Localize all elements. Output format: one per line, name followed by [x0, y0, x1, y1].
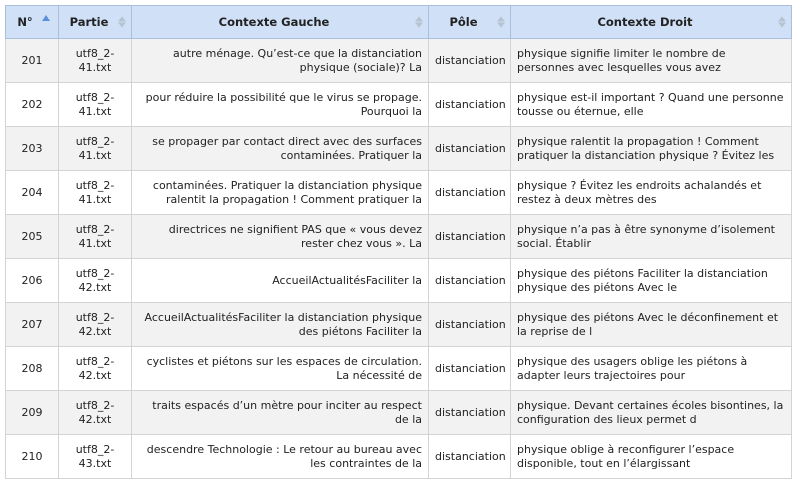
cell-pole: distanciation: [429, 171, 511, 215]
cell-contexte-droit: physique ? Évitez les endroits achalandés et restez à deux mètres des: [511, 171, 792, 215]
table-row[interactable]: [6, 39, 792, 83]
cell-contexte-droit: physique. Devant certaines écoles bisontines, la configuration des lieux permet d: [511, 391, 792, 435]
sort-both-icon: [497, 17, 505, 28]
column-header-contexte-droit-label: Contexte Droit: [597, 15, 693, 29]
concordance-table: [5, 5, 792, 479]
cell-num: 206: [6, 259, 59, 303]
cell-partie: utf8_2-42.txt: [59, 391, 132, 435]
cell-contexte-gauche: autre ménage. Qu’est-ce que la distanciation physique (sociale)? La: [132, 39, 429, 83]
cell-contexte-droit: physique ralentit la propagation ! Comment pratiquer la distanciation physique ? Évitez les: [511, 127, 792, 171]
cell-partie: utf8_2-41.txt: [59, 127, 132, 171]
cell-partie: utf8_2-43.txt: [59, 435, 132, 479]
column-header-partie[interactable]: [59, 6, 132, 39]
cell-contexte-droit: physique est-il important ? Quand une personne tousse ou éternue, elle: [511, 83, 792, 127]
cell-contexte-gauche: se propager par contact direct avec des surfaces contaminées. Pratiquer la: [132, 127, 429, 171]
cell-partie: utf8_2-42.txt: [59, 303, 132, 347]
cell-num: 207: [6, 303, 59, 347]
cell-pole: distanciation: [429, 391, 511, 435]
cell-num: 208: [6, 347, 59, 391]
table-row[interactable]: [6, 83, 792, 127]
cell-partie: utf8_2-41.txt: [59, 39, 132, 83]
table-row[interactable]: [6, 259, 792, 303]
sort-both-icon: [415, 17, 423, 28]
cell-num: 210: [6, 435, 59, 479]
cell-contexte-droit: physique oblige à reconfigurer l’espace disponible, tout en l’élargissant: [511, 435, 792, 479]
table-row[interactable]: [6, 391, 792, 435]
sort-both-icon: [118, 17, 126, 28]
cell-pole: distanciation: [429, 127, 511, 171]
table-row[interactable]: [6, 303, 792, 347]
cell-contexte-droit: physique des piétons Avec le déconfinement et la reprise de l: [511, 303, 792, 347]
cell-contexte-gauche: pour réduire la possibilité que le virus se propage. Pourquoi la: [132, 83, 429, 127]
cell-pole: distanciation: [429, 435, 511, 479]
column-header-contexte-gauche[interactable]: [132, 6, 429, 39]
cell-pole: distanciation: [429, 83, 511, 127]
cell-partie: utf8_2-41.txt: [59, 83, 132, 127]
cell-contexte-droit: physique des usagers oblige les piétons à adapter leurs trajectoires pour: [511, 347, 792, 391]
cell-num: 209: [6, 391, 59, 435]
cell-partie: utf8_2-41.txt: [59, 171, 132, 215]
cell-pole: distanciation: [429, 39, 511, 83]
cell-partie: utf8_2-41.txt: [59, 215, 132, 259]
column-header-partie-label: Partie: [69, 15, 109, 29]
column-header-contexte-droit[interactable]: [511, 6, 792, 39]
cell-num: 204: [6, 171, 59, 215]
table-row[interactable]: [6, 347, 792, 391]
cell-num: 202: [6, 83, 59, 127]
sort-ascending-icon: [42, 15, 50, 21]
cell-contexte-droit: physique des piétons Faciliter la distanciation physique des piétons Avec le: [511, 259, 792, 303]
cell-contexte-gauche: traits espacés d’un mètre pour inciter au respect de la: [132, 391, 429, 435]
cell-contexte-droit: physique n’a pas à être synonyme d’isolement social. Établir: [511, 215, 792, 259]
cell-pole: distanciation: [429, 347, 511, 391]
column-header-num[interactable]: [6, 6, 59, 39]
table-body: [6, 39, 792, 479]
cell-contexte-gauche: AccueilActualitésFaciliter la: [132, 259, 429, 303]
column-header-num-label: N°: [17, 15, 33, 29]
cell-contexte-droit: physique signifie limiter le nombre de personnes avec lesquelles vous avez: [511, 39, 792, 83]
table-row[interactable]: [6, 435, 792, 479]
cell-num: 201: [6, 39, 59, 83]
column-header-pole[interactable]: [429, 6, 511, 39]
table-row[interactable]: [6, 171, 792, 215]
cell-pole: distanciation: [429, 259, 511, 303]
column-header-contexte-gauche-label: Contexte Gauche: [218, 15, 330, 29]
table-row[interactable]: [6, 215, 792, 259]
column-header-pole-label: Pôle: [449, 15, 478, 29]
cell-pole: distanciation: [429, 215, 511, 259]
cell-contexte-gauche: directrices ne signifient PAS que « vous devez rester chez vous ». La: [132, 215, 429, 259]
cell-num: 205: [6, 215, 59, 259]
concordance-table-wrapper: [5, 5, 791, 479]
cell-partie: utf8_2-42.txt: [59, 259, 132, 303]
header-row: [6, 6, 792, 39]
cell-pole: distanciation: [429, 303, 511, 347]
cell-contexte-gauche: AccueilActualitésFaciliter la distanciation physique des piétons Faciliter la: [132, 303, 429, 347]
cell-contexte-gauche: contaminées. Pratiquer la distanciation physique ralentit la propagation ! Comment pratiquer la: [132, 171, 429, 215]
cell-num: 203: [6, 127, 59, 171]
sort-both-icon: [778, 17, 786, 28]
cell-contexte-gauche: descendre Technologie : Le retour au bureau avec les contraintes de la: [132, 435, 429, 479]
cell-partie: utf8_2-42.txt: [59, 347, 132, 391]
table-row[interactable]: [6, 127, 792, 171]
cell-contexte-gauche: cyclistes et piétons sur les espaces de circulation. La nécessité de: [132, 347, 429, 391]
